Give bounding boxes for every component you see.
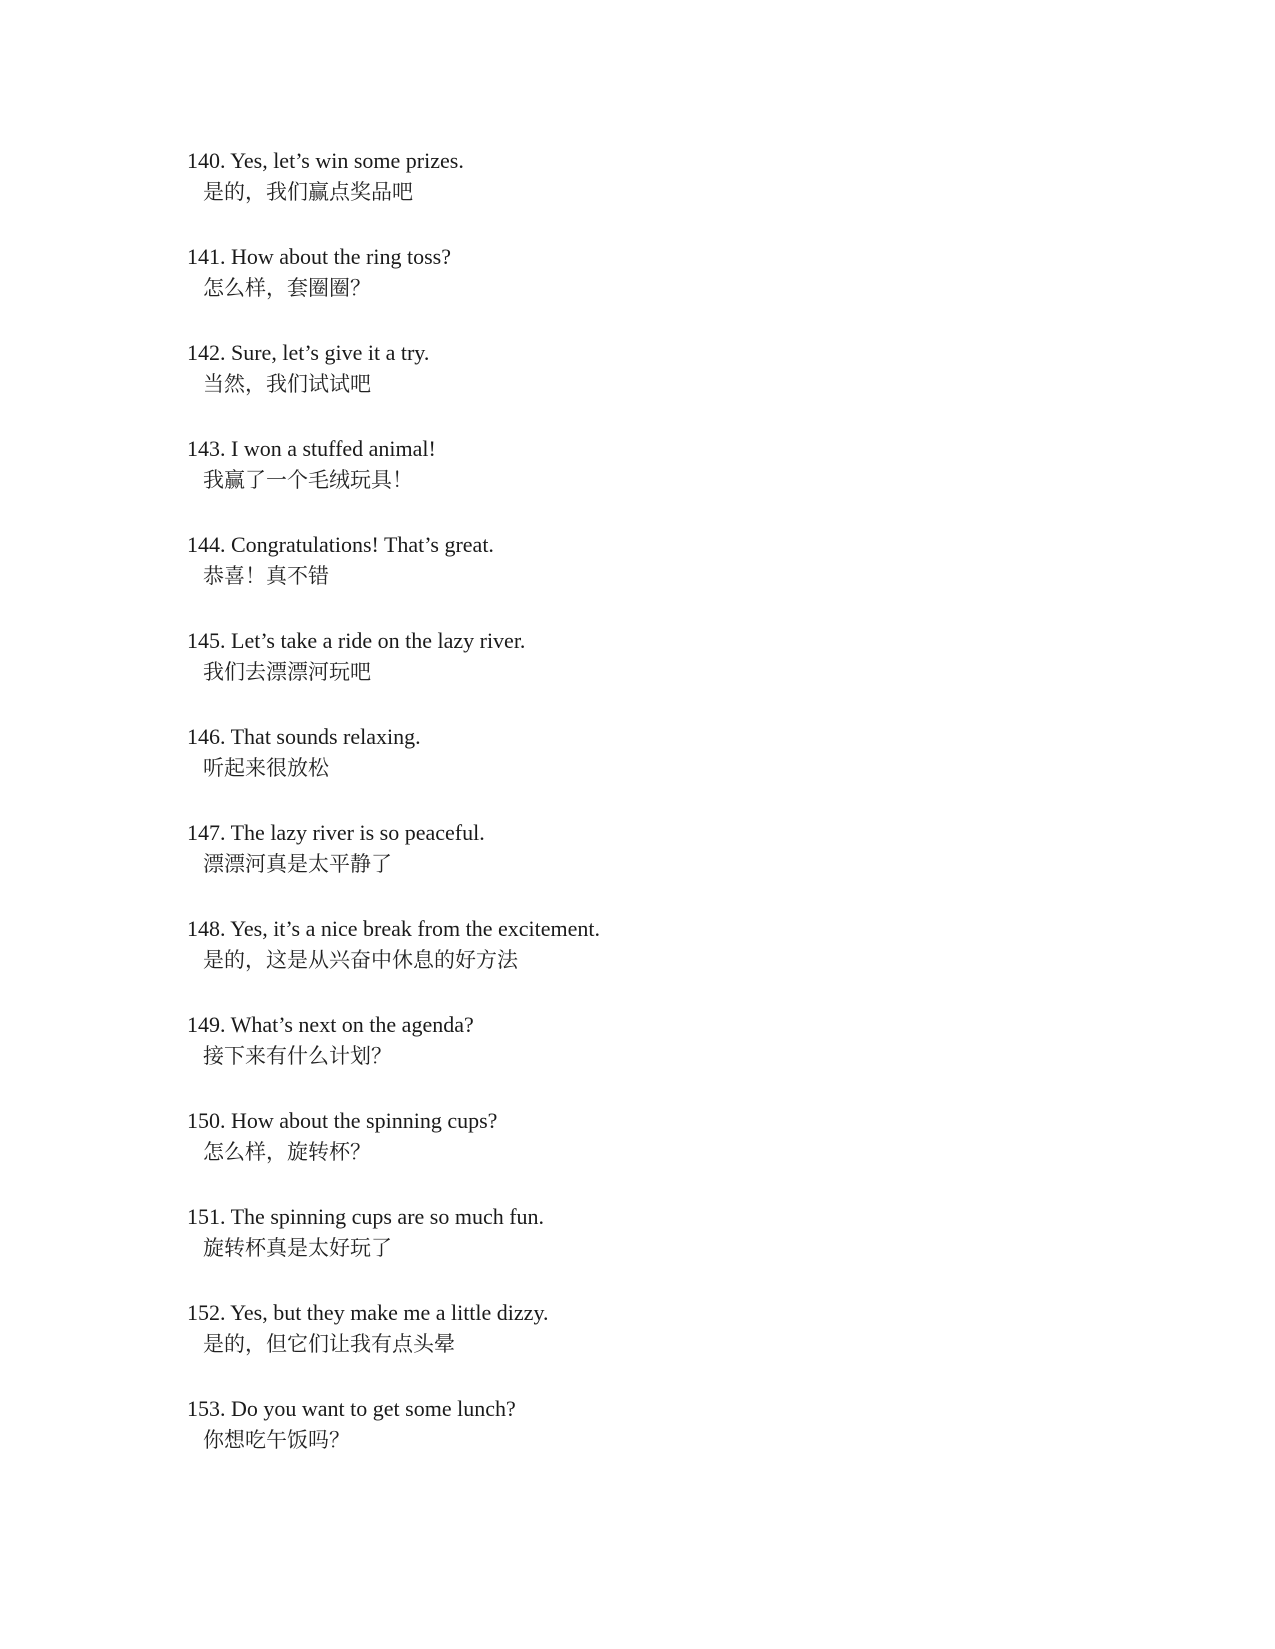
english-text: Congratulations! That’s great. [231, 532, 494, 557]
english-text: Sure, let’s give it a try. [231, 340, 430, 365]
phrase-entry [187, 1394, 600, 1490]
phrase-list [187, 146, 600, 1490]
entry-number: 145 . [187, 628, 231, 653]
english-line [187, 1202, 600, 1232]
entry-number: 142 . [187, 340, 231, 365]
english-line [187, 1106, 600, 1136]
english-line [187, 818, 600, 848]
chinese-translation: 我们去漂漂河玩吧 [203, 660, 371, 684]
chinese-translation: 恭喜！真不错 [203, 564, 329, 588]
english-line [187, 1298, 600, 1328]
phrase-entry [187, 1298, 600, 1394]
chinese-translation: 当然，我们试试吧 [203, 372, 371, 396]
phrase-entry [187, 146, 600, 242]
english-line [187, 626, 600, 656]
english-line [187, 722, 600, 752]
english-line [187, 242, 600, 272]
entry-number: 143 . [187, 436, 231, 461]
english-text: That sounds relaxing. [230, 724, 421, 749]
chinese-translation: 听起来很放松 [203, 756, 329, 780]
phrase-entry [187, 434, 600, 530]
phrase-entry [187, 1106, 600, 1202]
phrase-entry [187, 1202, 600, 1298]
chinese-translation: 是的，我们赢点奖品吧 [203, 180, 413, 204]
phrase-entry [187, 338, 600, 434]
entry-number: 146 . [187, 724, 231, 749]
english-line [187, 146, 600, 176]
english-text: Yes, let’s win some prizes. [230, 148, 464, 173]
english-line [187, 914, 600, 944]
entry-number: 147 . [187, 820, 231, 845]
chinese-translation: 我赢了一个毛绒玩具！ [203, 468, 413, 492]
english-line [187, 1010, 600, 1040]
entry-number: 153 . [187, 1396, 231, 1421]
english-line [187, 338, 600, 368]
entry-number: 148 . [187, 916, 230, 941]
entry-number: 151 . [187, 1204, 231, 1229]
chinese-translation: 你想吃午饭吗？ [203, 1428, 350, 1452]
english-line [187, 1394, 600, 1424]
chinese-translation: 接下来有什么计划？ [203, 1044, 392, 1068]
chinese-translation: 怎么样，旋转杯？ [203, 1140, 371, 1164]
english-text: How about the ring toss? [231, 244, 451, 269]
chinese-translation: 旋转杯真是太好玩了 [203, 1236, 392, 1260]
english-text: The spinning cups are so much fun. [230, 1204, 545, 1229]
chinese-translation: 是的，但它们让我有点头晕 [203, 1332, 455, 1356]
phrase-entry [187, 242, 600, 338]
phrase-entry [187, 626, 600, 722]
phrase-entry [187, 530, 600, 626]
phrase-entry [187, 722, 600, 818]
phrase-entry [187, 914, 600, 1010]
entry-number: 144 . [187, 532, 231, 557]
english-text: Do you want to get some lunch? [231, 1396, 516, 1421]
entry-number: 141 . [187, 244, 231, 269]
phrase-entry [187, 1010, 600, 1106]
entry-number: 149 . [187, 1012, 231, 1037]
english-line [187, 530, 600, 560]
chinese-translation: 是的，这是从兴奋中休息的好方法 [203, 948, 518, 972]
english-text: Yes, but they make me a little dizzy. [230, 1300, 549, 1325]
english-text: Yes, it’s a nice break from the excitement. [230, 916, 601, 941]
phrase-entry [187, 818, 600, 914]
entry-number: 152 . [187, 1300, 230, 1325]
english-text: How about the spinning cups? [231, 1108, 498, 1133]
english-text: What’s next on the agenda? [230, 1012, 474, 1037]
entry-number: 140 . [187, 148, 230, 173]
english-text: I won a stuffed animal! [231, 436, 436, 461]
chinese-translation: 怎么样，套圈圈？ [203, 276, 371, 300]
english-text: The lazy river is so peaceful. [230, 820, 485, 845]
english-text: Let’s take a ride on the lazy river. [231, 628, 526, 653]
entry-number: 150 . [187, 1108, 231, 1133]
chinese-translation: 漂漂河真是太平静了 [203, 852, 392, 876]
english-line [187, 434, 600, 464]
